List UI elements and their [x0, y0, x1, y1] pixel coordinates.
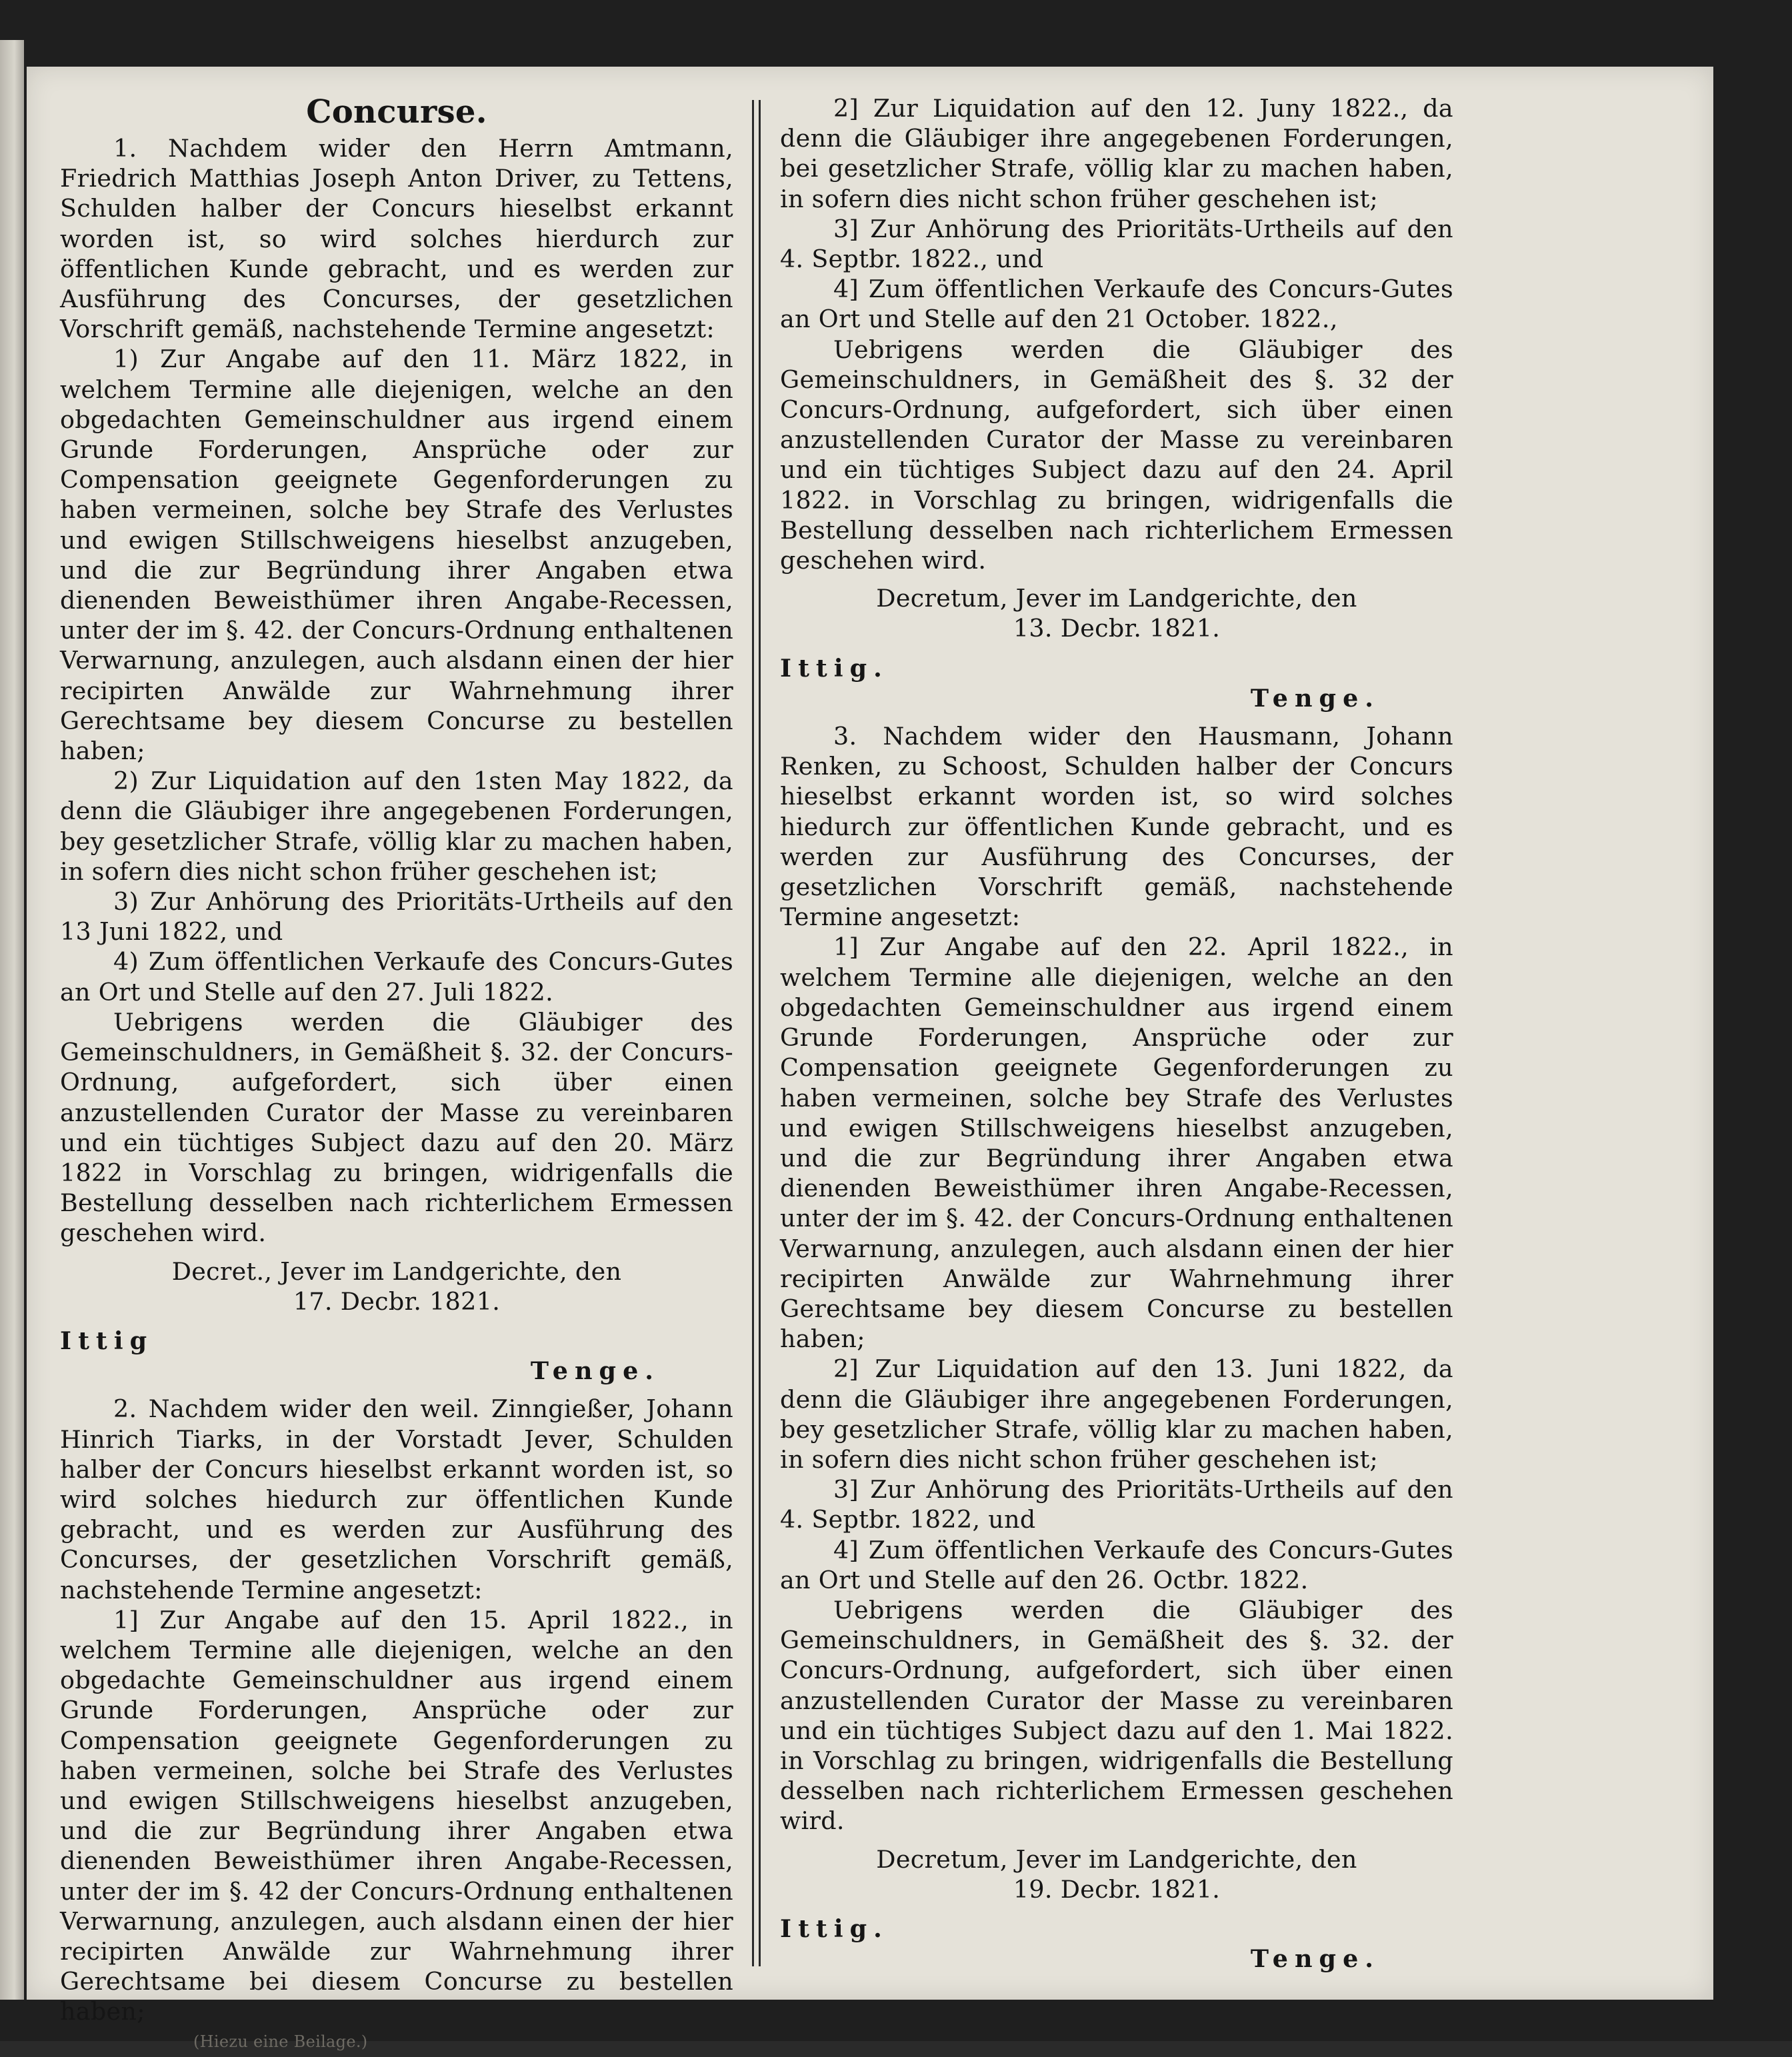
entry1-term3: 3) Zur Anhörung des Prioritäts-Urtheils auf den 13 Juni 1822, und	[60, 887, 733, 947]
left-column	[60, 93, 733, 2051]
entry3-decree	[780, 1844, 1453, 1904]
column-rule-right	[759, 100, 761, 1966]
entry3-decree-line1: Decretum, Jever im Landgerichte, den	[876, 1844, 1357, 1874]
entry2-term2: 2] Zur Liquidation auf den 12. Juny 1822., da denn die Gläubiger ihre angegebenen Forderungen, bei gesetzlicher Strafe, völlig klar zu machen haben, in sofern dies nicht schon früher geschehen ist;	[780, 94, 1453, 213]
entry3-signature-ittig: Ittig.	[780, 1914, 889, 1943]
adjacent-page-edge	[0, 40, 24, 2000]
supplement-note: (Hiezu eine Beilage.)	[193, 2032, 368, 2051]
entry1-term2: 2) Zur Liquidation auf den 1sten May 1822, da denn die Gläubiger ihre angegebenen Forderungen, bey gesetzlicher Strafe, völlig klar zu machen haben, in sofern dies nicht schon früher geschehen ist;	[60, 767, 733, 886]
entry1-decree	[60, 1256, 733, 1316]
entry3-signature-tenge: Tenge.	[1250, 1944, 1380, 1974]
newspaper-page	[27, 67, 1713, 2051]
entry2-closing: Uebrigens werden die Gläubiger des Gemeinschuldners, in Gemäßheit des §. 32 der Concurs-Ordnung, aufgefordert, sich über einen anzustellenden Curator der Masse zu vereinbaren und ein tüchtiges Subject dazu auf den 24. April 1822. in Vorschlag zu bringen, widrigenfalls die Bestellung desselben nach richterlichem Ermessen geschehen wird.	[780, 335, 1453, 575]
entry1-intro: 1. Nachdem wider den Herrn Amtmann, Friedrich Matthias Joseph Anton Driver, zu Tettens, Schulden halber der Concurs hieselbst erkannt worden ist, so wird solches hierdurch zur öffentlichen Kunde gebracht, und es werden zur Ausführung des Concurses, der gesetzlichen Vorschrift gemäß, nachstehende Termine angesetzt:	[60, 134, 733, 344]
entry2-signature-tenge: Tenge.	[1250, 683, 1380, 713]
entry3-term1: 1] Zur Angabe auf den 22. April 1822., in welchem Termine alle diejenigen, welche an den obgedachten Gemeinschuldner aus irgend einem Grunde Forderungen, Ansprüche oder zur Compensation geeignete Gegenforderungen zu haben vermeinen, solche bey Strafe des Verlustes und ewigen Stillschweigens hieselbst anzugeben, und die zur Begründung ihrer Angaben etwa dienenden Beweisthümer ihren Angabe-Recessen, unter der im §. 42. der Concurs-Ordnung enthaltenen Verwarnung, anzulegen, auch alsdann einen der hier recipirten Anwälde zur Wahrnehmung ihrer Gerechtsame bey diesem Concurse zu bestellen haben;	[780, 933, 1453, 1354]
entry2-decree-line2: 13. Decbr. 1821.	[1013, 614, 1221, 643]
entry1-term1: 1) Zur Angabe auf den 11. März 1822, in welchem Termine alle diejenigen, welche an den obgedachten Gemeinschuldner aus irgend einem Grunde Forderungen, Ansprüche oder zur Compensation geeignete Gegenforderungen zu haben vermeinen, solche bey Strafe des Verlustes und ewigen Stillschweigens hieselbst anzugeben, und die zur Begründung ihrer Angaben etwa dienenden Beweisthümer ihren Angabe-Recessen, unter der im §. 42. der Concurs-Ordnung enthaltenen Verwarnung, anzulegen, auch alsdann einen der hier recipirten Anwälde zur Wahrnehmung ihrer Gerechtsame bey diesem Concurse zu bestellen haben;	[60, 345, 733, 766]
entry2-term4: 4] Zum öffentlichen Verkaufe des Concurs-Gutes an Ort und Stelle auf den 21 October. 1822.,	[780, 275, 1453, 334]
entry1-decree-line1: Decret., Jever im Landgerichte, den	[171, 1256, 622, 1286]
entry1-closing: Uebrigens werden die Gläubiger des Gemeinschuldners, in Gemäßheit §. 32. der Concurs-Ordnung, aufgefordert, sich über einen anzustellenden Curator der Masse zu vereinbaren und ein tüchtiges Subject dazu auf den 20. März 1822 in Vorschlag zu bringen, widrigenfalls die Bestellung desselben nach richterlichem Ermessen geschehen wird.	[60, 1007, 733, 1248]
section-heading: Concurse.	[306, 93, 487, 131]
entry2-intro: 2. Nachdem wider den weil. Zinngießer, Johann Hinrich Tiarks, in der Vorstadt Jever, Schulden halber der Concurs hieselbst erkannt worden ist, so wird solches hiedurch zur öffentlichen Kunde gebracht, und es werden zur Ausführung des Concurses, der gesetzlichen Vorschrift gemäß, nachstehende Termine angesetzt:	[60, 1394, 733, 1604]
entry2-decree	[780, 583, 1453, 643]
entry3-term2: 2] Zur Liquidation auf den 13. Juni 1822, da denn die Gläubiger ihre angegebenen Forderungen, bey gesetzlicher Strafe, völlig klar zu machen haben, in sofern dies nicht schon früher geschehen ist;	[780, 1354, 1453, 1474]
entry1-signature-tenge: Tenge.	[530, 1356, 660, 1386]
entry2-term1: 1] Zur Angabe auf den 15. April 1822., in welchem Termine alle diejenigen, welche an den obgedachte Gemeinschuldner aus irgend einem Grunde Forderungen, Ansprüche oder zur Compensation geeignete Gegenforderungen zu haben vermeinen, solche bei Strafe des Verlustes und ewigen Stillschweigens hieselbst anzugeben, und die zur Begründung ihrer Angaben etwa dienenden Beweisthümer ihren Angabe-Recessen, unter der im §. 42 der Concurs-Ordnung enthaltenen Verwarnung, anzulegen, auch alsdann einen der hier recipirten Anwälde zur Wahrnehmung ihrer Gerechtsame bei diesem Concurse zu bestellen haben;	[60, 1605, 733, 2026]
entry2-signature-ittig: Ittig.	[780, 653, 889, 683]
entry3-closing: Uebrigens werden die Gläubiger des Gemeinschuldners, in Gemäßheit des §. 32. der Concurs-Ordnung, aufgefordert, sich über einen anzustellenden Curator der Masse zu vereinbaren und ein tüchtiges Subject dazu auf den 1. Mai 1822. in Vorschlag zu bringen, widrigenfalls die Bestellung desselben nach richterlichem Ermessen geschehen wird.	[780, 1595, 1453, 1836]
column-rule-left	[752, 100, 754, 1966]
entry2-term3: 3] Zur Anhörung des Prioritäts-Urtheils auf den 4. Septbr. 1822., und	[780, 214, 1453, 274]
entry1-decree-line2: 17. Decbr. 1821.	[293, 1286, 501, 1316]
entry3-decree-line2: 19. Decbr. 1821.	[1013, 1874, 1221, 1904]
entry1-signature-ittig: Ittig	[60, 1326, 154, 1355]
entry3-term4: 4] Zum öffentlichen Verkaufe des Concurs-Gutes an Ort und Stelle auf den 26. Octbr. 1822.	[780, 1535, 1453, 1594]
entry2-decree-line1: Decretum, Jever im Landgerichte, den	[876, 584, 1357, 613]
entry3-intro: 3. Nachdem wider den Hausmann, Johann Renken, zu Schoost, Schulden halber der Concurs hieselbst erkannt worden ist, so wird solches hiedurch zur öffentlichen Kunde gebracht, und es werden zur Ausführung des Concurses, der gesetzlichen Vorschrift gemäß, nachstehende Termine angesetzt:	[780, 722, 1453, 932]
entry1-term4: 4) Zum öffentlichen Verkaufe des Concurs-Gutes an Ort und Stelle auf den 27. Juli 1822.	[60, 947, 733, 1007]
entry3-term3: 3] Zur Anhörung des Prioritäts-Urtheils auf den 4. Septbr. 1822, und	[780, 1475, 1453, 1534]
right-column	[780, 93, 1453, 1973]
